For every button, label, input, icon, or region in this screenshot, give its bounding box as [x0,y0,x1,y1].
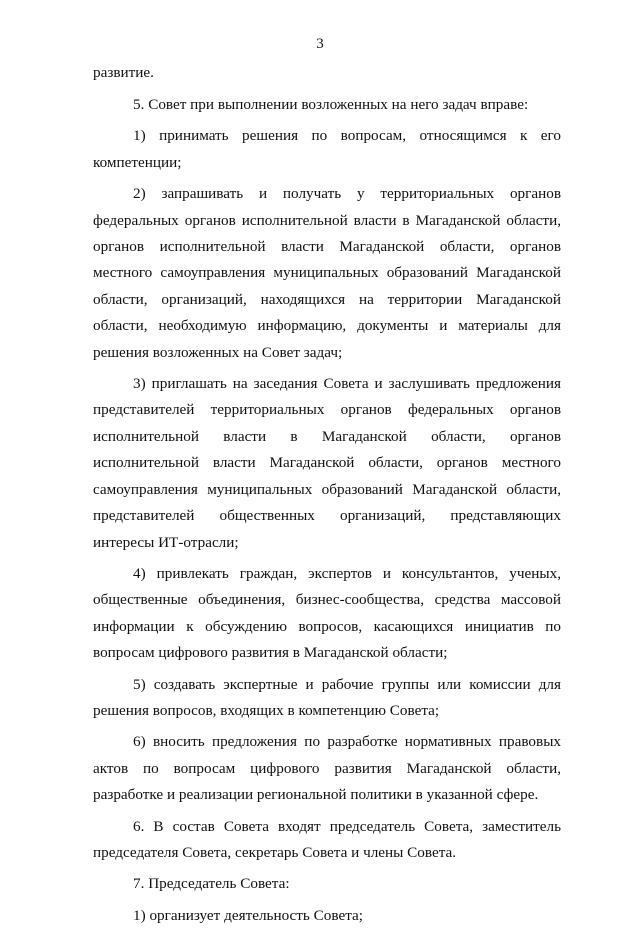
paragraph-7-heading: 7. Председатель Совета: [133,875,290,893]
paragraph-5-item-6: 6) вносить предложения по разработке нормативных правовых актов по вопросам цифрового развития Магаданской области, разработке и реализации региональной политики в указанной сфере. [93,733,561,804]
paragraph-5-heading: 5. Совет при выполнении возложенных на него задач вправе: [133,96,529,113]
paragraph-6: 6. В состав Совета входят председатель Совета, заместитель председателя Совета, секретарь Совета и члены Совета. [93,817,561,861]
paragraph-7-item-1: 1) организует деятельность Совета; [133,906,363,924]
paragraph-continuation: развитие. [93,64,154,81]
paragraph-5-item-3: 3) приглашать на заседания Совета и заслушивать предложения представителей территориальных органов федеральных органов исполнительной власти в Магаданской области, органов исполнительной власти Магаданской области, органов местного самоуправления муниципальных образований Магаданской области, представителей общественных организаций, представляющих интересы ИТ-отрасли; [93,375,561,551]
paragraph-5-item-4: 4) привлекать граждан, экспертов и консультантов, ученых, общественные объединения, бизнес-сообщества, средства массовой информации к обсуждению вопросов, касающихся инициатив по вопросам цифрового развития в Магаданской области; [93,564,561,662]
paragraph-5-item-1: 1) принимать решения по вопросам, относящимся к его компетенции; [93,127,561,171]
document-body [93,60,561,86]
paragraph-5-item-5: 5) создавать экспертные и рабочие группы или комиссии для решения вопросов, входящих в компетенцию Совета; [93,675,561,719]
document-body-main [93,92,561,929]
paragraph-5-item-2: 2) запрашивать и получать у территориальных органов федеральных органов исполнительной власти в Магаданской области, органов исполнительной власти Магаданской области, органов местного самоуправления муниципальных образований Магаданской области, организаций, находящихся на территории Магаданской области, необходимую информацию, документы и материалы для решения возложенных на Совет задач; [93,185,561,361]
page-number: 3 [316,36,324,52]
